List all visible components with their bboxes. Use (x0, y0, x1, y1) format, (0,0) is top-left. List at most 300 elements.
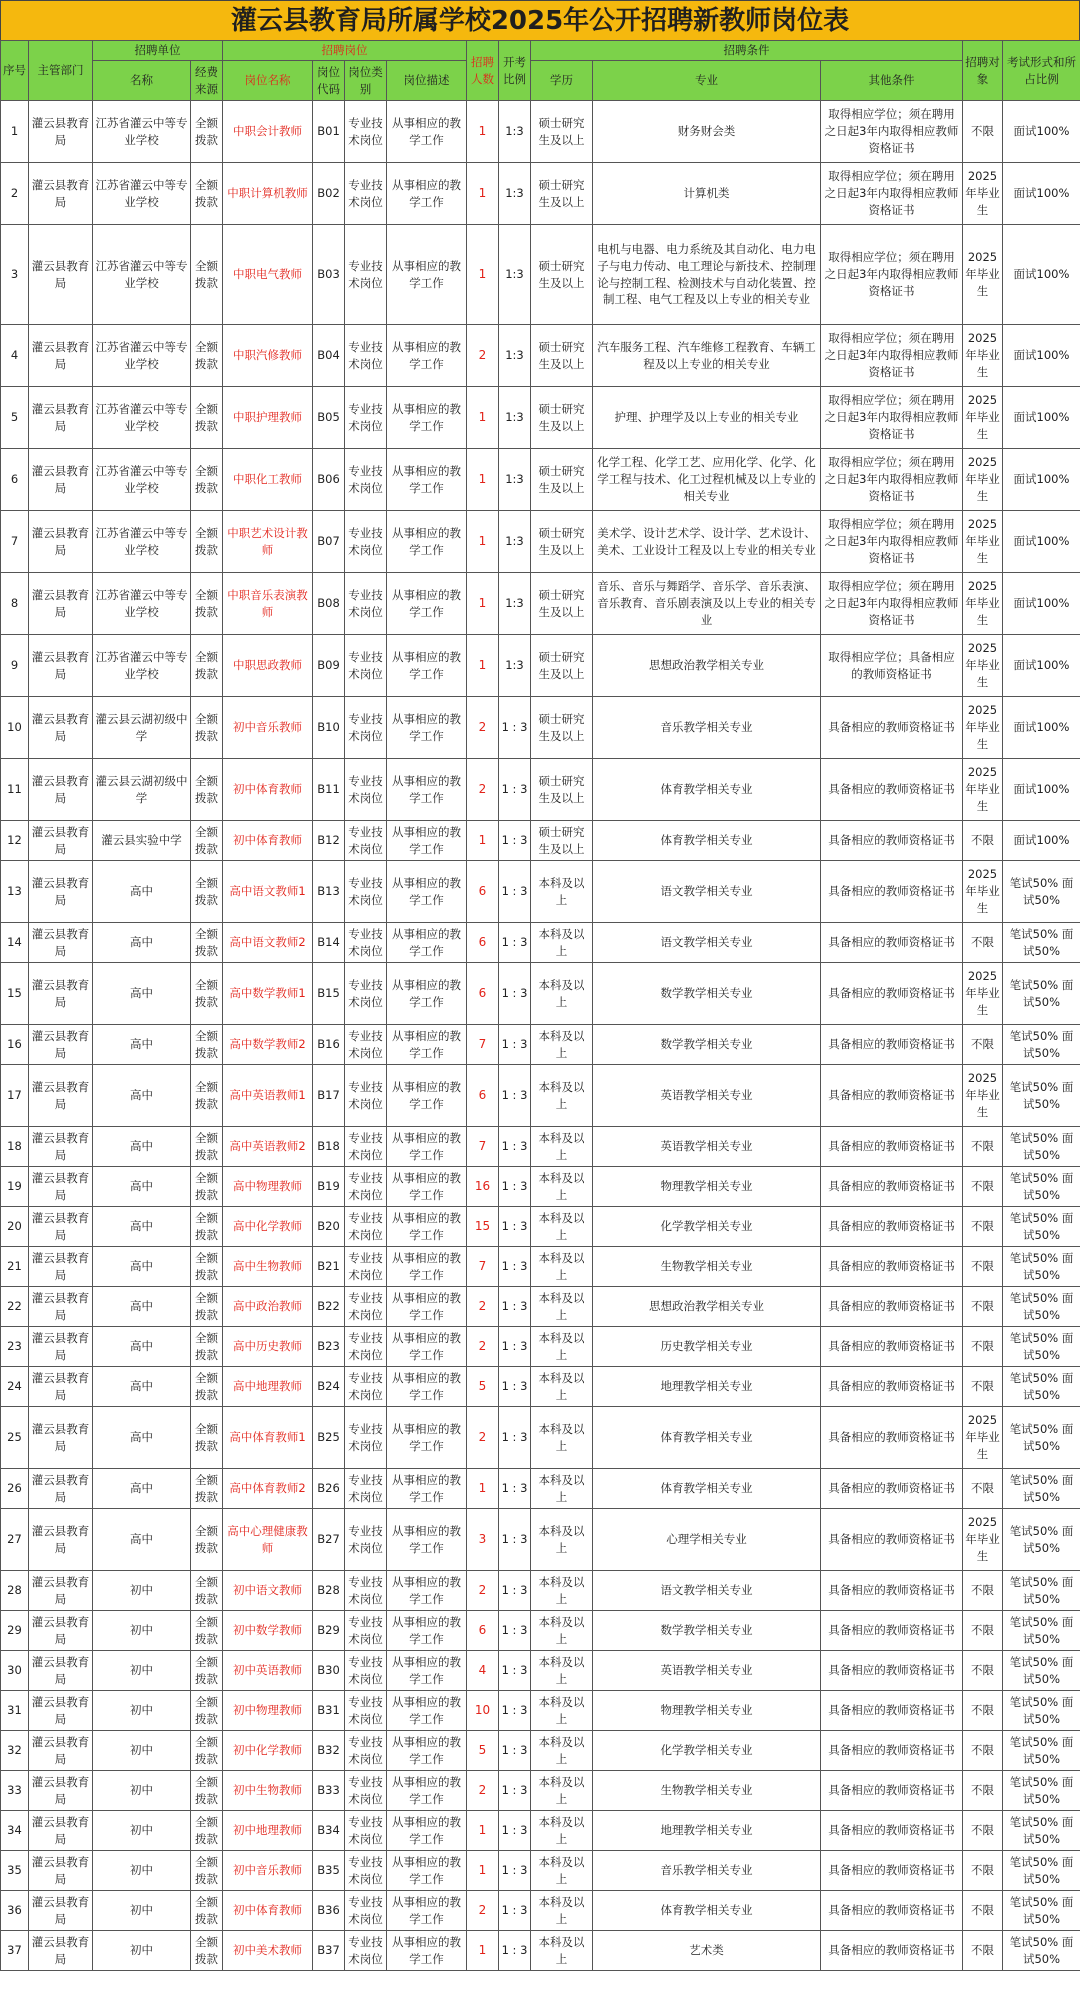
header-cond-group: 招聘条件 (531, 41, 963, 61)
cell-ratio: 1 : 3 (499, 1167, 531, 1207)
cell-edu: 本科及以上 (531, 1931, 593, 1971)
cell-post-code: B11 (313, 759, 345, 821)
cell-ratio: 1 : 3 (499, 861, 531, 923)
cell-count: 6 (467, 1611, 499, 1651)
cell-ratio: 1 : 3 (499, 1509, 531, 1571)
cell-post-type: 专业技术岗位 (345, 573, 387, 635)
page-title: 灌云县教育局所属学校2025年公开招聘新教师岗位表 (0, 0, 1080, 40)
cell-exam: 笔试50% 面试50% (1003, 923, 1080, 963)
cell-ratio: 1 : 3 (499, 1469, 531, 1509)
cell-seq: 35 (1, 1851, 29, 1891)
cell-exam: 笔试50% 面试50% (1003, 1891, 1080, 1931)
cell-major: 体育教学相关专业 (593, 821, 821, 861)
cell-exam: 笔试50% 面试50% (1003, 1611, 1080, 1651)
cell-unit: 高中 (93, 1367, 191, 1407)
cell-dept: 灌云县教育局 (29, 1771, 93, 1811)
cell-edu: 本科及以上 (531, 1691, 593, 1731)
cell-target: 不限 (963, 1851, 1003, 1891)
cell-post-desc: 从事相应的教学工作 (387, 325, 467, 387)
cell-unit: 高中 (93, 1167, 191, 1207)
cell-post-code: B24 (313, 1367, 345, 1407)
cell-count: 1 (467, 573, 499, 635)
cell-other: 具备相应的教师资格证书 (821, 1509, 963, 1571)
cell-seq: 28 (1, 1571, 29, 1611)
cell-unit: 高中 (93, 1287, 191, 1327)
cell-post-type: 专业技术岗位 (345, 1367, 387, 1407)
cell-major: 音乐教学相关专业 (593, 697, 821, 759)
cell-ratio: 1 : 3 (499, 1407, 531, 1469)
cell-edu: 本科及以上 (531, 1811, 593, 1851)
cell-major: 物理教学相关专业 (593, 1167, 821, 1207)
cell-dept: 灌云县教育局 (29, 861, 93, 923)
cell-seq: 17 (1, 1065, 29, 1127)
cell-unit: 江苏省灌云中等专业学校 (93, 163, 191, 225)
table-row (1, 1509, 1080, 1571)
cell-unit: 江苏省灌云中等专业学校 (93, 325, 191, 387)
cell-funding: 全额拨款 (191, 101, 223, 163)
cell-seq: 27 (1, 1509, 29, 1571)
cell-target: 不限 (963, 1611, 1003, 1651)
table-row (1, 923, 1080, 963)
cell-other: 具备相应的教师资格证书 (821, 1167, 963, 1207)
cell-exam: 笔试50% 面试50% (1003, 963, 1080, 1025)
cell-target: 不限 (963, 1931, 1003, 1971)
cell-post-code: B32 (313, 1731, 345, 1771)
cell-post-desc: 从事相应的教学工作 (387, 963, 467, 1025)
cell-ratio: 1 : 3 (499, 1691, 531, 1731)
cell-major: 财务财会类 (593, 101, 821, 163)
cell-target: 不限 (963, 1651, 1003, 1691)
cell-funding: 全额拨款 (191, 1571, 223, 1611)
cell-post-type: 专业技术岗位 (345, 225, 387, 325)
cell-post-desc: 从事相应的教学工作 (387, 635, 467, 697)
cell-unit: 高中 (93, 1065, 191, 1127)
cell-target: 不限 (963, 1367, 1003, 1407)
cell-major: 地理教学相关专业 (593, 1811, 821, 1851)
cell-major: 英语教学相关专业 (593, 1065, 821, 1127)
cell-post-name: 中职音乐表演教师 (223, 573, 313, 635)
cell-post-code: B08 (313, 573, 345, 635)
cell-seq: 30 (1, 1651, 29, 1691)
cell-post-desc: 从事相应的教学工作 (387, 225, 467, 325)
cell-post-name: 高中数学教师2 (223, 1025, 313, 1065)
cell-target: 不限 (963, 1025, 1003, 1065)
header-unit-group: 招聘单位 (93, 41, 223, 61)
table-row (1, 573, 1080, 635)
cell-post-desc: 从事相应的教学工作 (387, 1247, 467, 1287)
cell-dept: 灌云县教育局 (29, 1327, 93, 1367)
cell-count: 1 (467, 1811, 499, 1851)
cell-seq: 10 (1, 697, 29, 759)
cell-seq: 1 (1, 101, 29, 163)
cell-ratio: 1 : 3 (499, 1287, 531, 1327)
cell-funding: 全额拨款 (191, 697, 223, 759)
cell-other: 取得相应学位；须在聘用之日起3年内取得相应教师资格证书 (821, 449, 963, 511)
cell-dept: 灌云县教育局 (29, 1851, 93, 1891)
table-row (1, 1571, 1080, 1611)
cell-dept: 灌云县教育局 (29, 1367, 93, 1407)
cell-ratio: 1 : 3 (499, 697, 531, 759)
table-row (1, 1065, 1080, 1127)
cell-post-code: B21 (313, 1247, 345, 1287)
cell-major: 护理、护理学及以上专业的相关专业 (593, 387, 821, 449)
cell-post-name: 中职护理教师 (223, 387, 313, 449)
cell-dept: 灌云县教育局 (29, 1651, 93, 1691)
cell-major: 体育教学相关专业 (593, 759, 821, 821)
table-row (1, 1651, 1080, 1691)
cell-post-name: 初中英语教师 (223, 1651, 313, 1691)
cell-dept: 灌云县教育局 (29, 1207, 93, 1247)
cell-dept: 灌云县教育局 (29, 821, 93, 861)
cell-post-type: 专业技术岗位 (345, 821, 387, 861)
table-row (1, 325, 1080, 387)
cell-target: 2025年毕业生 (963, 387, 1003, 449)
cell-ratio: 1 : 3 (499, 1065, 531, 1127)
cell-post-code: B33 (313, 1771, 345, 1811)
cell-major: 体育教学相关专业 (593, 1891, 821, 1931)
cell-exam: 笔试50% 面试50% (1003, 1367, 1080, 1407)
cell-major: 音乐、音乐与舞蹈学、音乐学、音乐表演、音乐教育、音乐剧表演及以上专业的相关专业 (593, 573, 821, 635)
cell-exam: 面试100% (1003, 821, 1080, 861)
cell-exam: 笔试50% 面试50% (1003, 1571, 1080, 1611)
cell-post-code: B15 (313, 963, 345, 1025)
cell-other: 具备相应的教师资格证书 (821, 1367, 963, 1407)
cell-post-code: B30 (313, 1651, 345, 1691)
cell-seq: 33 (1, 1771, 29, 1811)
cell-dept: 灌云县教育局 (29, 163, 93, 225)
cell-exam: 笔试50% 面试50% (1003, 1167, 1080, 1207)
cell-ratio: 1:3 (499, 325, 531, 387)
table-row (1, 511, 1080, 573)
cell-count: 3 (467, 1509, 499, 1571)
cell-other: 具备相应的教师资格证书 (821, 821, 963, 861)
cell-other: 具备相应的教师资格证书 (821, 1207, 963, 1247)
cell-dept: 灌云县教育局 (29, 1127, 93, 1167)
cell-post-code: B04 (313, 325, 345, 387)
cell-count: 2 (467, 759, 499, 821)
cell-edu: 硕士研究生及以上 (531, 325, 593, 387)
cell-funding: 全额拨款 (191, 1851, 223, 1891)
cell-edu: 本科及以上 (531, 1247, 593, 1287)
cell-dept: 灌云县教育局 (29, 1811, 93, 1851)
cell-post-name: 中职汽修教师 (223, 325, 313, 387)
cell-post-type: 专业技术岗位 (345, 1651, 387, 1691)
cell-exam: 面试100% (1003, 759, 1080, 821)
table-row (1, 697, 1080, 759)
table-row (1, 449, 1080, 511)
cell-ratio: 1:3 (499, 511, 531, 573)
cell-target: 2025年毕业生 (963, 449, 1003, 511)
cell-post-type: 专业技术岗位 (345, 1771, 387, 1811)
cell-seq: 23 (1, 1327, 29, 1367)
cell-dept: 灌云县教育局 (29, 963, 93, 1025)
cell-post-type: 专业技术岗位 (345, 1851, 387, 1891)
cell-seq: 12 (1, 821, 29, 861)
cell-edu: 本科及以上 (531, 1851, 593, 1891)
cell-edu: 硕士研究生及以上 (531, 387, 593, 449)
cell-post-name: 初中美术教师 (223, 1931, 313, 1971)
table-row (1, 1851, 1080, 1891)
cell-edu: 本科及以上 (531, 1367, 593, 1407)
cell-other: 取得相应学位；须在聘用之日起3年内取得相应教师资格证书 (821, 101, 963, 163)
cell-edu: 硕士研究生及以上 (531, 449, 593, 511)
cell-exam: 笔试50% 面试50% (1003, 1247, 1080, 1287)
cell-count: 6 (467, 1065, 499, 1127)
cell-post-code: B10 (313, 697, 345, 759)
cell-exam: 笔试50% 面试50% (1003, 1509, 1080, 1571)
cell-target: 不限 (963, 1811, 1003, 1851)
cell-count: 1 (467, 821, 499, 861)
cell-target: 2025年毕业生 (963, 1407, 1003, 1469)
cell-count: 6 (467, 861, 499, 923)
cell-other: 具备相应的教师资格证书 (821, 1851, 963, 1891)
cell-post-code: B25 (313, 1407, 345, 1469)
cell-ratio: 1:3 (499, 449, 531, 511)
cell-funding: 全额拨款 (191, 963, 223, 1025)
cell-post-type: 专业技术岗位 (345, 1571, 387, 1611)
cell-post-code: B29 (313, 1611, 345, 1651)
cell-edu: 硕士研究生及以上 (531, 101, 593, 163)
cell-major: 语文教学相关专业 (593, 861, 821, 923)
cell-count: 2 (467, 1287, 499, 1327)
cell-post-code: B13 (313, 861, 345, 923)
cell-ratio: 1:3 (499, 163, 531, 225)
cell-major: 地理教学相关专业 (593, 1367, 821, 1407)
cell-post-type: 专业技术岗位 (345, 759, 387, 821)
table-row (1, 225, 1080, 325)
cell-exam: 笔试50% 面试50% (1003, 1771, 1080, 1811)
cell-count: 16 (467, 1167, 499, 1207)
cell-edu: 硕士研究生及以上 (531, 225, 593, 325)
cell-post-name: 高中历史教师 (223, 1327, 313, 1367)
cell-seq: 29 (1, 1611, 29, 1651)
cell-exam: 笔试50% 面试50% (1003, 1287, 1080, 1327)
cell-count: 1 (467, 1931, 499, 1971)
cell-funding: 全额拨款 (191, 1811, 223, 1851)
cell-dept: 灌云县教育局 (29, 1509, 93, 1571)
cell-exam: 笔试50% 面试50% (1003, 1407, 1080, 1469)
header-post-code: 岗位代码 (313, 61, 345, 101)
cell-funding: 全额拨款 (191, 923, 223, 963)
cell-exam: 面试100% (1003, 573, 1080, 635)
cell-other: 具备相应的教师资格证书 (821, 923, 963, 963)
cell-post-code: B34 (313, 1811, 345, 1851)
cell-count: 1 (467, 635, 499, 697)
cell-post-code: B28 (313, 1571, 345, 1611)
cell-seq: 16 (1, 1025, 29, 1065)
cell-post-desc: 从事相应的教学工作 (387, 1065, 467, 1127)
cell-funding: 全额拨款 (191, 1207, 223, 1247)
cell-dept: 灌云县教育局 (29, 387, 93, 449)
cell-edu: 硕士研究生及以上 (531, 163, 593, 225)
cell-count: 5 (467, 1367, 499, 1407)
cell-target: 不限 (963, 101, 1003, 163)
cell-seq: 4 (1, 325, 29, 387)
cell-edu: 本科及以上 (531, 1731, 593, 1771)
table-row (1, 1127, 1080, 1167)
header-exam: 考试形式和所占比例 (1003, 41, 1080, 101)
cell-target: 2025年毕业生 (963, 1509, 1003, 1571)
cell-funding: 全额拨款 (191, 1611, 223, 1651)
cell-exam: 笔试50% 面试50% (1003, 1469, 1080, 1509)
cell-edu: 硕士研究生及以上 (531, 759, 593, 821)
cell-seq: 37 (1, 1931, 29, 1971)
cell-edu: 硕士研究生及以上 (531, 697, 593, 759)
cell-unit: 高中 (93, 923, 191, 963)
cell-unit: 高中 (93, 1207, 191, 1247)
cell-dept: 灌云县教育局 (29, 1931, 93, 1971)
table-row (1, 1469, 1080, 1509)
cell-dept: 灌云县教育局 (29, 1247, 93, 1287)
cell-seq: 11 (1, 759, 29, 821)
cell-post-name: 高中英语教师2 (223, 1127, 313, 1167)
cell-major: 数学教学相关专业 (593, 963, 821, 1025)
cell-post-desc: 从事相应的教学工作 (387, 1407, 467, 1469)
cell-post-type: 专业技术岗位 (345, 1247, 387, 1287)
cell-seq: 15 (1, 963, 29, 1025)
cell-exam: 面试100% (1003, 635, 1080, 697)
table-row (1, 1771, 1080, 1811)
cell-other: 取得相应学位；须在聘用之日起3年内取得相应教师资格证书 (821, 387, 963, 449)
cell-post-name: 初中体育教师 (223, 821, 313, 861)
cell-dept: 灌云县教育局 (29, 1287, 93, 1327)
cell-ratio: 1 : 3 (499, 1651, 531, 1691)
cell-post-desc: 从事相应的教学工作 (387, 387, 467, 449)
cell-post-desc: 从事相应的教学工作 (387, 1891, 467, 1931)
cell-post-code: B14 (313, 923, 345, 963)
cell-exam: 面试100% (1003, 387, 1080, 449)
cell-seq: 31 (1, 1691, 29, 1731)
cell-ratio: 1 : 3 (499, 1327, 531, 1367)
table-row (1, 861, 1080, 923)
cell-ratio: 1 : 3 (499, 1207, 531, 1247)
cell-other: 具备相应的教师资格证书 (821, 1651, 963, 1691)
cell-count: 10 (467, 1691, 499, 1731)
header-seq: 序号 (1, 41, 29, 101)
cell-major: 历史教学相关专业 (593, 1327, 821, 1367)
cell-other: 具备相应的教师资格证书 (821, 1731, 963, 1771)
cell-edu: 本科及以上 (531, 963, 593, 1025)
cell-funding: 全额拨款 (191, 325, 223, 387)
cell-edu: 本科及以上 (531, 861, 593, 923)
cell-target: 2025年毕业生 (963, 1065, 1003, 1127)
cell-dept: 灌云县教育局 (29, 225, 93, 325)
cell-major: 电机与电器、电力系统及其自动化、电力电子与电力传动、电工理论与新技术、控制理论与控制工程、检测技术与自动化装置、控制工程、电气工程及以上专业的相关专业 (593, 225, 821, 325)
cell-post-name: 初中地理教师 (223, 1811, 313, 1851)
cell-post-desc: 从事相应的教学工作 (387, 1771, 467, 1811)
header-major: 专业 (593, 61, 821, 101)
cell-post-type: 专业技术岗位 (345, 325, 387, 387)
cell-post-name: 初中化学教师 (223, 1731, 313, 1771)
cell-target: 2025年毕业生 (963, 635, 1003, 697)
cell-post-type: 专业技术岗位 (345, 1127, 387, 1167)
cell-post-desc: 从事相应的教学工作 (387, 1571, 467, 1611)
table-row (1, 387, 1080, 449)
cell-ratio: 1 : 3 (499, 1891, 531, 1931)
cell-post-desc: 从事相应的教学工作 (387, 1127, 467, 1167)
cell-post-desc: 从事相应的教学工作 (387, 573, 467, 635)
cell-ratio: 1:3 (499, 101, 531, 163)
cell-count: 1 (467, 1851, 499, 1891)
cell-funding: 全额拨款 (191, 387, 223, 449)
cell-exam: 面试100% (1003, 511, 1080, 573)
cell-seq: 26 (1, 1469, 29, 1509)
cell-other: 具备相应的教师资格证书 (821, 963, 963, 1025)
cell-major: 音乐教学相关专业 (593, 1851, 821, 1891)
cell-target: 2025年毕业生 (963, 963, 1003, 1025)
table-row (1, 1691, 1080, 1731)
cell-count: 2 (467, 1327, 499, 1367)
cell-post-code: B12 (313, 821, 345, 861)
cell-count: 2 (467, 1407, 499, 1469)
cell-count: 2 (467, 697, 499, 759)
cell-funding: 全额拨款 (191, 1469, 223, 1509)
table-row (1, 821, 1080, 861)
cell-target: 不限 (963, 1691, 1003, 1731)
cell-post-code: B03 (313, 225, 345, 325)
cell-count: 2 (467, 1771, 499, 1811)
cell-other: 具备相应的教师资格证书 (821, 1065, 963, 1127)
cell-post-type: 专业技术岗位 (345, 963, 387, 1025)
cell-post-desc: 从事相应的教学工作 (387, 1611, 467, 1651)
cell-other: 具备相应的教师资格证书 (821, 1327, 963, 1367)
cell-dept: 灌云县教育局 (29, 1469, 93, 1509)
cell-other: 取得相应学位；须在聘用之日起3年内取得相应教师资格证书 (821, 325, 963, 387)
cell-post-type: 专业技术岗位 (345, 1025, 387, 1065)
cell-dept: 灌云县教育局 (29, 325, 93, 387)
cell-funding: 全额拨款 (191, 163, 223, 225)
cell-post-type: 专业技术岗位 (345, 1065, 387, 1127)
cell-post-name: 高中体育教师1 (223, 1407, 313, 1469)
cell-unit: 江苏省灌云中等专业学校 (93, 511, 191, 573)
cell-unit: 初中 (93, 1731, 191, 1771)
cell-post-name: 中职计算机教师 (223, 163, 313, 225)
cell-major: 思想政治教学相关专业 (593, 635, 821, 697)
cell-exam: 面试100% (1003, 225, 1080, 325)
cell-dept: 灌云县教育局 (29, 635, 93, 697)
cell-exam: 面试100% (1003, 697, 1080, 759)
cell-major: 美术学、设计艺术学、设计学、艺术设计、美术、工业设计工程及以上专业的相关专业 (593, 511, 821, 573)
cell-target: 不限 (963, 821, 1003, 861)
cell-post-code: B37 (313, 1931, 345, 1971)
cell-edu: 硕士研究生及以上 (531, 511, 593, 573)
cell-edu: 本科及以上 (531, 1571, 593, 1611)
cell-unit: 江苏省灌云中等专业学校 (93, 225, 191, 325)
cell-seq: 14 (1, 923, 29, 963)
cell-other: 具备相应的教师资格证书 (821, 1811, 963, 1851)
cell-post-name: 中职艺术设计教师 (223, 511, 313, 573)
cell-post-name: 初中体育教师 (223, 759, 313, 821)
cell-seq: 5 (1, 387, 29, 449)
cell-post-name: 高中数学教师1 (223, 963, 313, 1025)
cell-seq: 19 (1, 1167, 29, 1207)
cell-seq: 8 (1, 573, 29, 635)
cell-funding: 全额拨款 (191, 1771, 223, 1811)
cell-unit: 江苏省灌云中等专业学校 (93, 101, 191, 163)
cell-unit: 初中 (93, 1931, 191, 1971)
cell-post-name: 高中语文教师1 (223, 861, 313, 923)
cell-ratio: 1 : 3 (499, 1731, 531, 1771)
cell-post-desc: 从事相应的教学工作 (387, 861, 467, 923)
cell-count: 1 (467, 225, 499, 325)
cell-target: 2025年毕业生 (963, 511, 1003, 573)
table-row (1, 1327, 1080, 1367)
cell-target: 2025年毕业生 (963, 759, 1003, 821)
cell-major: 生物教学相关专业 (593, 1771, 821, 1811)
cell-dept: 灌云县教育局 (29, 1611, 93, 1651)
cell-post-name: 高中政治教师 (223, 1287, 313, 1327)
cell-unit: 高中 (93, 1127, 191, 1167)
